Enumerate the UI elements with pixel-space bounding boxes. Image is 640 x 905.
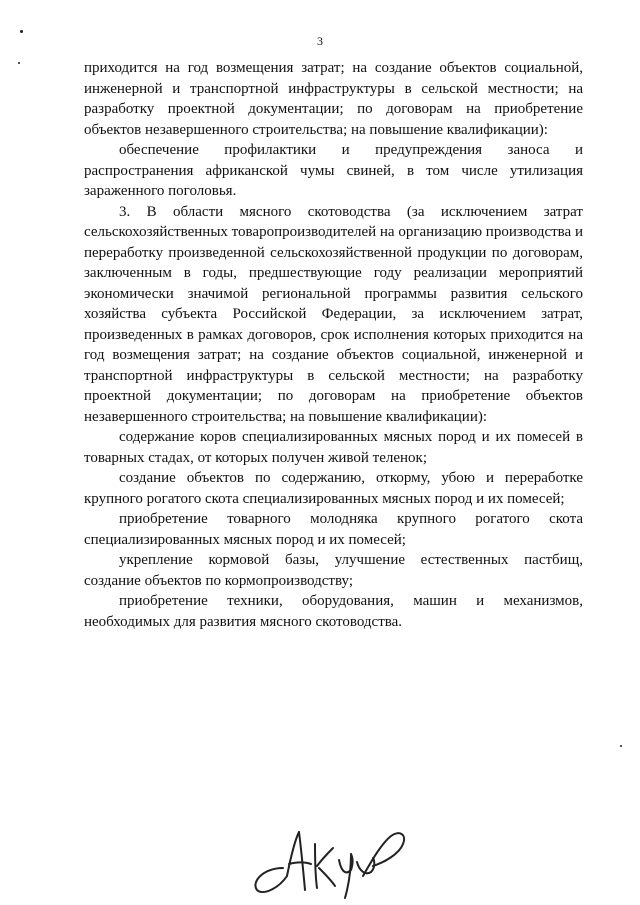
scan-speck — [620, 745, 622, 747]
handwritten-signature — [245, 818, 415, 900]
scan-speck — [18, 62, 20, 64]
list-item: приобретение товарного молодняка крупного рогатого скота специализированных мясных пород и их помесей; — [84, 511, 583, 548]
list-item: создание объектов по содержанию, откорму, убою и переработке крупного рогатого скота специализированных мясных пород и их помесей; — [84, 470, 583, 507]
list-item: содержание коров специализированных мясных пород и их помесей в товарных стадах, от которых получен живой теленок; — [84, 429, 583, 466]
list-item: приобретение техники, оборудования, машин и механизмов, необходимых для развития мясного скотоводства. — [84, 593, 583, 630]
paragraph-african-swine-fever: обеспечение профилактики и предупреждения заноса и распространения африканской чумы свиней, в том числе утилизация зараженного поголовья. — [84, 142, 583, 199]
list-item: укрепление кормовой базы, улучшение естественных пастбищ, создание объектов по кормопроизводству; — [84, 552, 583, 589]
paragraph-section-3-heading: 3. В области мясного скотоводства (за исключением затрат сельскохозяйственных товаропроизводителей на организацию производства и переработку произведенной сельскохозяйственной продукции по договорам, заключенным в годы, предшествующие году реализации мероприятий экономически значимой региональной программы развития сельского хозяйства субъекта Российской Федерации, за исключением затрат, произведенных в рамках договоров, срок исполнения которых приходится на год возмещения затрат; на создание объектов социальной, инженерной и транспортной инфраструктуры в сельской местности; на разработку проектной документации; по договорам на приобретение объектов незавершенного строительства; на повышение квалификации): — [84, 203, 583, 425]
scan-speck — [20, 30, 23, 33]
page-number: 3 — [317, 34, 323, 48]
document-body — [84, 58, 583, 632]
paragraph-continuation: приходится на год возмещения затрат; на создание объектов социальной, инженерной и транспортной инфраструктуры в сельской местности; на разработку проектной документации; по договорам на приобретение объектов незавершенного строительства; на повышение квалификации): — [84, 60, 583, 138]
